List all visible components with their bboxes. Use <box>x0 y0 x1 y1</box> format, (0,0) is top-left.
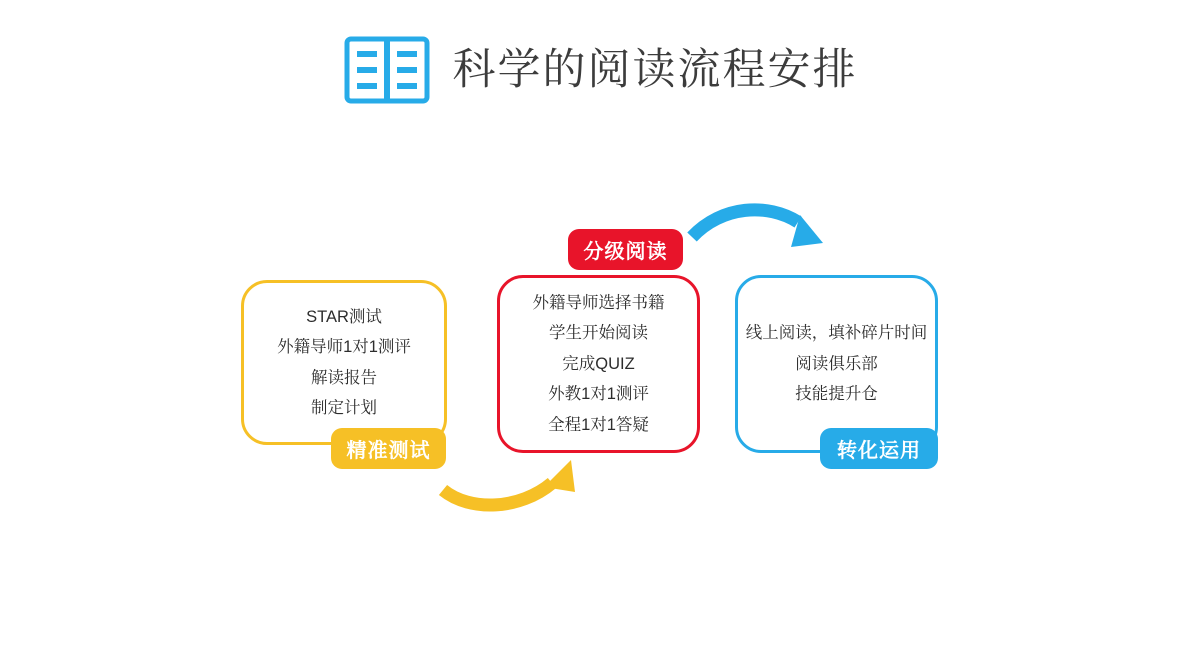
step-card-reading[interactable] <box>497 275 700 453</box>
step-badge-reading[interactable]: 分级阅读 <box>568 229 683 270</box>
step-line: 全程1对1答疑 <box>548 415 649 434</box>
step-line: 完成QUIZ <box>562 354 635 373</box>
step-card-apply[interactable] <box>735 275 938 453</box>
step-card-test[interactable] <box>241 280 447 445</box>
arrow-test-to-reading <box>443 460 575 505</box>
step-line: 阅读俱乐部 <box>795 354 878 373</box>
step-line: 解读报告 <box>311 368 377 387</box>
step-line: STAR测试 <box>306 307 382 326</box>
step-line: 外籍导师1对1测评 <box>277 338 411 356</box>
step-line: 制定计划 <box>311 399 377 417</box>
step-line: 外教1对1测评 <box>548 385 649 404</box>
step-badge-apply[interactable]: 转化运用 <box>820 428 938 469</box>
page-title: 科学的阅读流程安排 <box>452 45 858 94</box>
arrow-reading-to-apply <box>692 210 823 247</box>
step-line: 线上阅读，填补碎片时间 <box>745 324 928 343</box>
step-line: 学生开始阅读 <box>549 324 648 343</box>
step-badge-test[interactable]: 精准测试 <box>331 428 446 469</box>
step-line: 外籍导师选择书籍 <box>532 293 665 312</box>
step-line: 技能提升仓 <box>795 385 878 404</box>
